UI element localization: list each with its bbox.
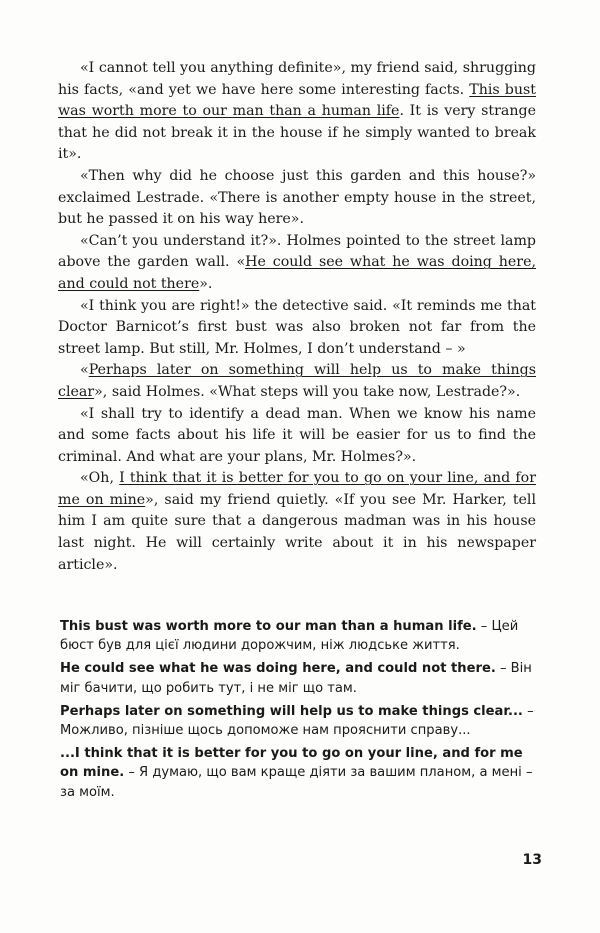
glossary-entry xyxy=(60,702,538,740)
underlined-phrase: He could see what he was doing here, and could not there xyxy=(58,254,536,292)
paragraph-6: «I shall try to identify a dead man. When we know his name and some facts about his life it will be easier for us to find the criminal. And what are your plans, Mr. Holmes?». xyxy=(58,405,536,465)
underlined-phrase: Perhaps later on something will help us to make things clear xyxy=(58,362,536,400)
glossary-translation: – Я думаю, що вам краще діяти за вашим планом, а мені – за моїм. xyxy=(60,765,533,800)
underlined-phrase: I think that it is better for you to go on your line, and for me on mine xyxy=(58,470,536,508)
glossary-translation: – Можливо, пізніше щось допоможе нам прояснити справу... xyxy=(60,703,534,739)
glossary-english: He could see what he was doing here, and could not there. xyxy=(60,661,496,677)
underlined-phrase: This bust was worth more to our man than a human life xyxy=(58,81,536,120)
glossary-translation: – Він міг бачити, що робить тут, і не міг що там. xyxy=(60,661,532,696)
glossary-english: Perhaps later on something will help us to make things clear... xyxy=(60,703,523,719)
paragraph-1: «I cannot tell you anything definite», my friend said, shrugging his facts, «and yet we have here some interesting facts. This bust was worth more to our man than a human life. It is very strange that he did not break it in the house if he simply wanted to break it». xyxy=(58,60,536,163)
glossary-entry xyxy=(60,659,538,697)
story-text xyxy=(58,58,536,576)
glossary-english: This bust was worth more to our man than a human life. xyxy=(60,619,477,634)
paragraph-4: «I think you are right!» the detective said. «It reminds me that Doctor Barnicot’s first bust was also broken not far from the street lamp. But still, Mr. Holmes, I don’t understand – » xyxy=(58,297,536,357)
paragraph-7: «Oh, I think that it is better for you to go on your line, and for me on mine», said my friend quietly. «If you see Mr. Harker, tell him I am quite sure that a dangerous madman was in his house last night. He will certainly write about it in his newspaper article». xyxy=(58,470,537,573)
glossary-entry xyxy=(60,617,538,655)
paragraph-5: «Perhaps later on something will help us to make things clear», said Holmes. «What steps will you take now, Lestrade?». xyxy=(58,362,536,400)
page-number: 13 xyxy=(522,852,542,868)
paragraph-3: «Can’t you understand it?». Holmes pointed to the street lamp above the garden wall. «He could see what he was doing here, and could not there». xyxy=(58,232,536,292)
glossary-translation: – Цей бюст був для цієї людини дорожчим, ніж людське життя. xyxy=(60,619,519,654)
paragraph-2: «Then why did he choose just this garden and this house?» exclaimed Lestrade. «There is another empty house in the street, but he passed it on his way here». xyxy=(58,167,536,228)
glossary-english: ...I think that it is better for you to go on your line, and for me on mine. xyxy=(60,746,523,781)
glossary xyxy=(60,617,538,806)
glossary-entry xyxy=(60,744,538,802)
